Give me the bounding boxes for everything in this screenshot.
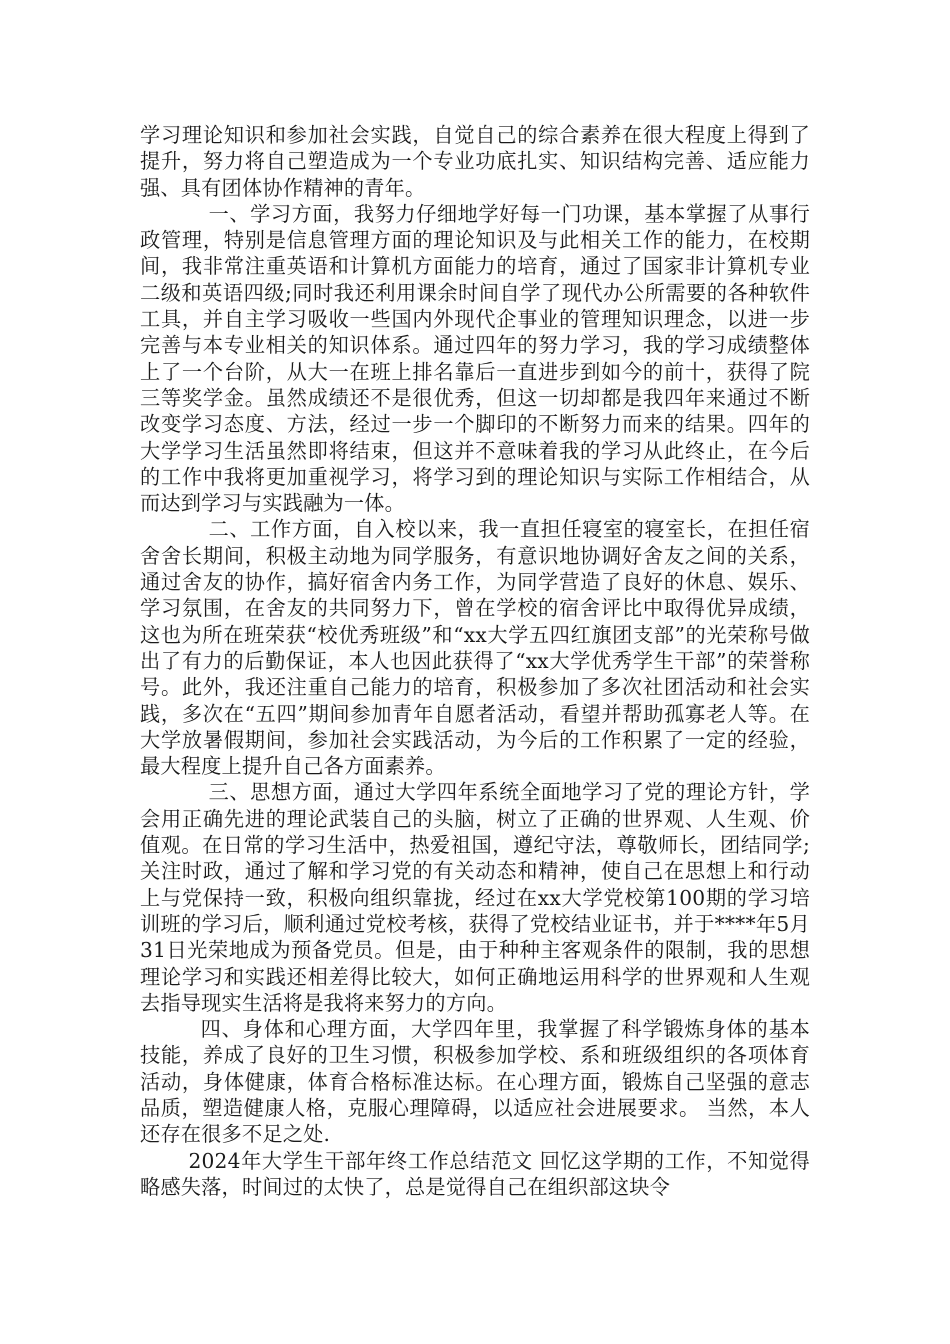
paragraph-health: 四、身体和心理方面，大学四年里，我掌握了科学锻炼身体的基本技能，养成了良好的卫生习惯，积极参加学校、系和班级组织的各项体育活动，身体健康，体育合格标准达标。在心理方面，锻炼自己坚强的意志品质，塑造健康人格，克服心理障碍，以适应社会进展要求。 当然，本人还存在很多不足之处.: [140, 1017, 810, 1147]
paragraph-intro-continuation: 学习理论知识和参加社会实践，自觉自己的综合素养在很大程度上得到了提升，努力将自己塑造成为一个专业功底扎实、知识结构完善、适应能力强、具有团体协作精神的青年。: [140, 123, 810, 200]
paragraph-study: 一、学习方面，我努力仔细地学好每一门功课，基本掌握了从事行政管理，特别是信息管理方面的理论知识及与此相关工作的能力，在校期间，我非常注重英语和计算机方面能力的培育，通过了国家非计算机专业二级和英语四级;同时我还利用课余时间自学了现代办公所需要的各种软件工具，并自主学习吸收一些国内外现代企事业的管理知识理念，以进一步完善与本专业相关的知识体系。通过四年的努力学习，我的学习成绩整体上了一个台阶，从大一在班上排名靠后一直进步到如今的前十，获得了院三等奖学金。虽然成绩还不是很优秀，但这一切却都是我四年来通过不断改变学习态度、方法，经过一步一个脚印的不断努力而来的结果。四年的大学学习生活虽然即将结束，但这并不意味着我的学习从此终止，在今后的工作中我将更加重视学习，将学习到的理论知识与实际工作相结合，从而达到学习与实践融为一体。: [140, 201, 810, 516]
paragraph-next-article: 2024年大学生干部年终工作总结范文 回忆这学期的工作，不知觉得略感失落，时间过的太快了，总是觉得自己在组织部这块令: [140, 1148, 810, 1199]
paragraph-work: 二、工作方面，自入校以来，我一直担任寝室的寝室长，在担任宿舍舍长期间，积极主动地为同学服务，有意识地协调好舍友之间的关系，通过舍友的协作，搞好宿舍内务工作，为同学营造了良好的休息、娱乐、学习氛围，在舍友的共同努力下，曾在学校的宿舍评比中取得优异成绩，这也为所在班荣获“校优秀班级”和“xx大学五四红旗团支部”的光荣称号做出了有力的后勤保证，本人也因此获得了“xx大学优秀学生干部”的荣誉称号。此外，我还注重自己能力的培育，积极参加了多次社团活动和社会实践，多次在“五四”期间参加青年自愿者活动，看望并帮助孤寡老人等。在大学放暑假期间，参加社会实践活动，为今后的工作积累了一定的经验，最大程度上提升自己各方面素养。: [140, 517, 810, 779]
document-body: [140, 122, 810, 1200]
paragraph-thought: 三、思想方面，通过大学四年系统全面地学习了党的理论方针，学会用正确先进的理论武装自己的头脑，树立了正确的世界观、人生观、价值观。在日常的学习生活中，热爱祖国，遵纪守法，尊敬师长，团结同学;关注时政，通过了解和学习党的有关动态和精神，使自己在思想上和行动上与党保持一致，积极向组织靠拢，经过在xx大学党校第100期的学习培训班的学习后，顺利通过党校考核，获得了党校结业证书，并于****年5月31日光荣地成为预备党员。但是，由于种种主客观条件的限制，我的思想理论学习和实践还相差得比较大，如何正确地运用科学的世界观和人生观去指导现实生活将是我将来努力的方向。: [140, 780, 810, 1015]
